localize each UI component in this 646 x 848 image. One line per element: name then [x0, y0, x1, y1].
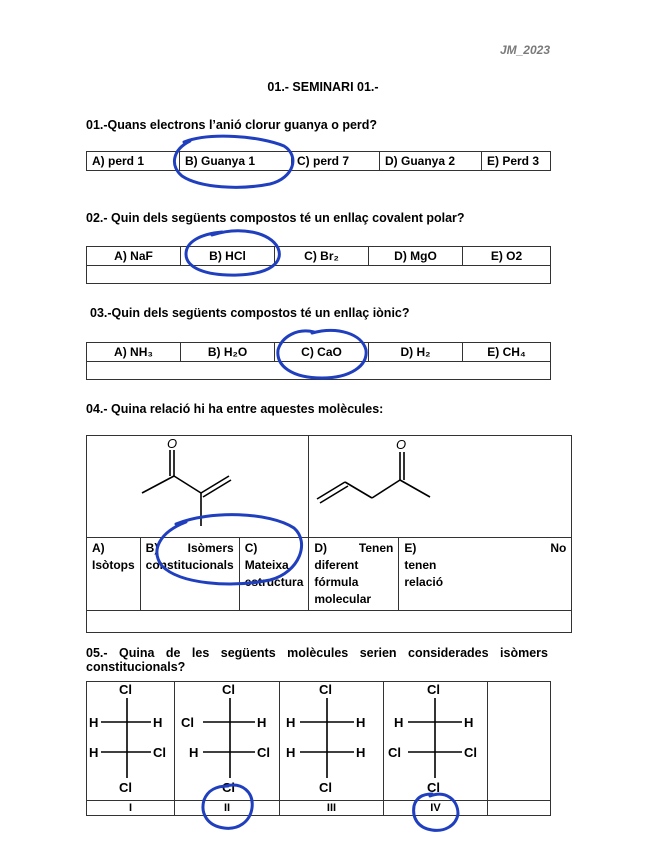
header-tag: JM_2023 — [499, 43, 550, 57]
q2-option-e[interactable]: E) O2 — [463, 247, 551, 266]
q4-option-c-label: C) Mateixa — [244, 541, 289, 572]
q3-option-e[interactable]: E) CH₄ — [463, 343, 551, 362]
atom-right-lower: Cl — [464, 745, 477, 760]
molecule-2-cell — [309, 436, 572, 538]
molecule-2-bond — [400, 480, 430, 497]
numeral-blank — [488, 801, 551, 816]
atom-right-upper: H — [356, 715, 366, 730]
atom-bottom: Cl — [427, 780, 440, 795]
question-2-text: 02.- Quin dels següents compostos té un enllaç covalent polar? — [86, 211, 465, 225]
molecule-1-cell — [87, 436, 309, 538]
question-1-text: 01.-Quans electrons l’anió clorur guanya o perd? — [86, 118, 378, 132]
question-2-options — [86, 246, 551, 284]
atom-right-upper: H — [257, 715, 267, 730]
structure-1-cell[interactable] — [87, 682, 175, 801]
molecule-2-bond — [345, 482, 372, 498]
atom-right-upper: H — [153, 715, 163, 730]
atom-right-upper: H — [464, 715, 474, 730]
q3-option-d[interactable]: D) H₂ — [369, 343, 463, 362]
molecule-2-diagram — [309, 436, 571, 532]
structure-3 — [280, 682, 383, 797]
q2-option-a[interactable]: A) NaF — [87, 247, 181, 266]
atom-top: Cl — [427, 682, 440, 697]
atom-right-lower: Cl — [257, 745, 270, 760]
q1-option-e[interactable]: E) Perd 3 — [482, 152, 551, 171]
q4-option-d-label: diferent — [314, 558, 359, 572]
structure-4-cell[interactable] — [384, 682, 488, 801]
q4-option-b-label: B) Isòmers — [145, 541, 234, 555]
structure-2 — [175, 682, 279, 797]
q4-option-c[interactable] — [239, 538, 309, 611]
atom-left-lower: H — [286, 745, 296, 760]
q3-option-a[interactable]: A) NH₃ — [87, 343, 181, 362]
structure-2-cell[interactable] — [175, 682, 280, 801]
q4-option-e-label: relació — [404, 575, 444, 589]
question-5-text — [86, 646, 548, 674]
molecule-1-bond — [142, 476, 174, 493]
q1-option-a[interactable]: A) perd 1 — [87, 152, 180, 171]
numeral-iii: III — [280, 801, 384, 816]
q4-option-e-label: E) No — [404, 541, 567, 555]
atom-bottom: Cl — [222, 780, 235, 795]
question-3-text: 03.-Quin dels següents compostos té un enllaç iònic? — [90, 306, 410, 320]
q4-option-c-label: estructura — [244, 575, 304, 589]
atom-left-lower: H — [89, 745, 99, 760]
q4-option-e[interactable] — [399, 538, 572, 611]
question-4-table — [86, 435, 572, 633]
q4-option-a-label: A) Isòtops — [92, 541, 135, 572]
atom-right-lower: H — [356, 745, 366, 760]
question-5-table — [86, 681, 551, 816]
atom-top: Cl — [222, 682, 235, 697]
structure-4 — [384, 682, 487, 797]
q2-option-c[interactable]: C) Br₂ — [275, 247, 369, 266]
numeral-ii: II — [175, 801, 280, 816]
q4-option-b-label: constitucionals — [145, 558, 234, 572]
atom-bottom: Cl — [119, 780, 132, 795]
q3-option-c[interactable]: C) CaO — [275, 343, 369, 362]
q2-option-b[interactable]: B) HCl — [181, 247, 275, 266]
atom-bottom: Cl — [319, 780, 332, 795]
q4-option-d-label: D) Tenen — [314, 541, 394, 555]
molecule-1-diagram — [87, 436, 289, 532]
atom-left-lower: Cl — [388, 745, 401, 760]
q4-option-d-label: fórmula — [314, 575, 359, 589]
q4-option-b[interactable] — [140, 538, 239, 611]
atom-left-lower: H — [189, 745, 199, 760]
question-5-line1: 05.- Quina de les següents molècules serien considerades isòmers — [86, 646, 548, 660]
molecule-2-oxygen: O — [396, 437, 407, 452]
q4-option-d-label: molecular — [314, 592, 372, 606]
q4-answer-row — [87, 611, 572, 633]
q3-answer-row — [87, 362, 551, 380]
atom-left-upper: Cl — [181, 715, 194, 730]
question-3-options — [86, 342, 551, 380]
structure-3-cell[interactable] — [280, 682, 384, 801]
numeral-i: I — [87, 801, 175, 816]
atom-top: Cl — [119, 682, 132, 697]
molecule-1-bond — [174, 476, 201, 493]
structure-1 — [87, 682, 174, 797]
q4-option-a[interactable] — [87, 538, 141, 611]
q4-option-e-label: tenen — [404, 558, 437, 572]
atom-right-lower: Cl — [153, 745, 166, 760]
structure-5-cell — [488, 682, 551, 801]
q2-answer-row — [87, 266, 551, 284]
atom-top: Cl — [319, 682, 332, 697]
q1-option-c[interactable]: C) perd 7 — [292, 152, 380, 171]
question-4-text: 04.- Quina relació hi ha entre aquestes molècules: — [86, 402, 384, 416]
atom-left-upper: H — [286, 715, 296, 730]
question-5-line2: constitucionals? — [86, 660, 186, 674]
atom-left-upper: H — [89, 715, 99, 730]
page-title: 01.- SEMINARI 01.- — [267, 80, 379, 94]
q1-option-b[interactable]: B) Guanya 1 — [180, 152, 292, 171]
q3-option-b[interactable]: B) H₂O — [181, 343, 275, 362]
q4-option-d[interactable] — [309, 538, 399, 611]
question-1-options — [86, 151, 551, 171]
atom-left-upper: H — [394, 715, 404, 730]
molecule-2-bond — [372, 480, 400, 498]
numeral-iv: IV — [384, 801, 488, 816]
molecule-1-oxygen: O — [167, 436, 178, 451]
q2-option-d[interactable]: D) MgO — [369, 247, 463, 266]
q1-option-d[interactable]: D) Guanya 2 — [380, 152, 482, 171]
